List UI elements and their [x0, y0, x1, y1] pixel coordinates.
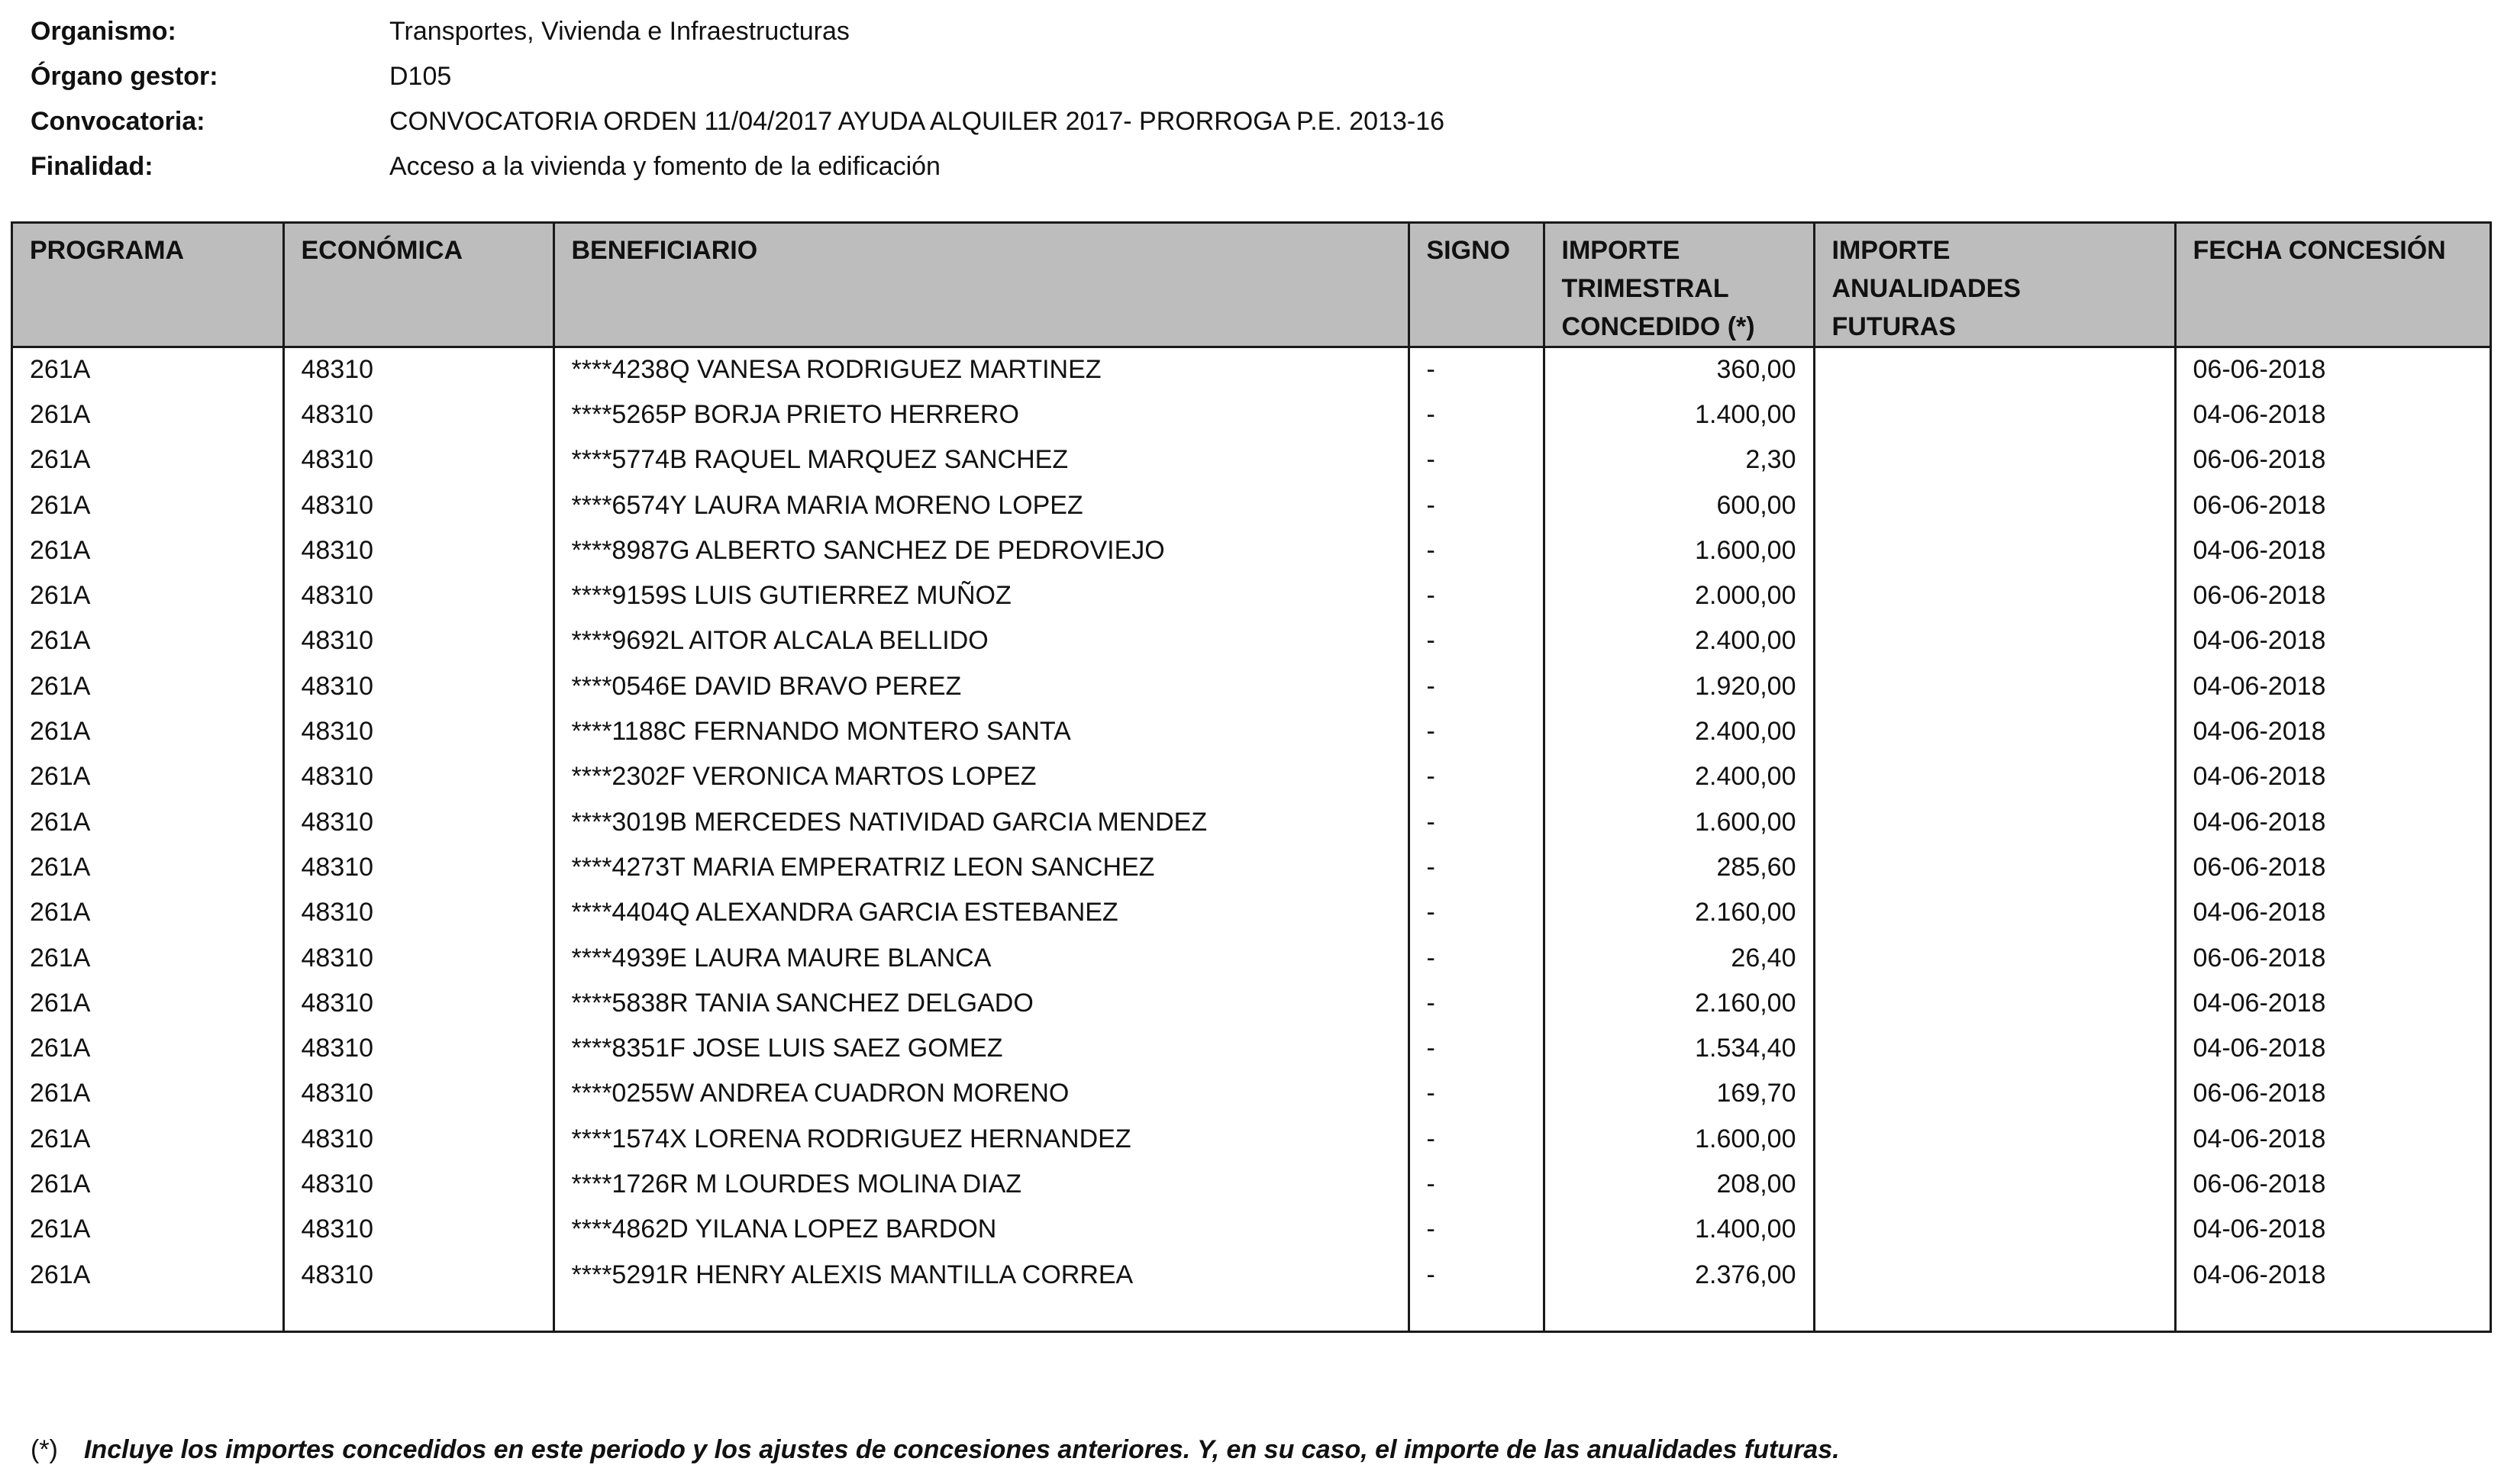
cell-anualidades — [1814, 1207, 2175, 1252]
cell-programa: 261A — [13, 709, 283, 754]
cell-economica: 48310 — [283, 1207, 553, 1252]
cell-beneficiario: ****0546E DAVID BRAVO PEREZ — [553, 664, 1409, 709]
cell-fecha: 04-06-2018 — [2193, 1034, 2326, 1063]
meta-label: Organismo: — [31, 17, 176, 46]
filler-cell — [2175, 1298, 2490, 1331]
table-row — [13, 347, 2490, 392]
cell-economica: 48310 — [283, 528, 553, 573]
cell-programa: 261A — [13, 935, 283, 980]
cell-importe: 1.600,00 — [1544, 528, 1814, 573]
cell-anualidades — [1814, 845, 2175, 890]
cell-programa: 261A — [13, 573, 283, 618]
filler-cell — [1814, 1298, 2175, 1331]
cell-anualidades — [1814, 437, 2175, 482]
cell-programa: 261A — [13, 981, 283, 1026]
table-row — [13, 935, 2490, 980]
meta-label: Finalidad: — [31, 152, 153, 181]
meta-convocatoria — [31, 99, 2474, 144]
cell-importe: 1.534,40 — [1544, 1026, 1814, 1071]
cell-economica: 48310 — [283, 437, 553, 482]
cell-anualidades — [1814, 347, 2175, 392]
cell-beneficiario: ****4939E LAURA MAURE BLANCA — [553, 935, 1409, 980]
cell-beneficiario: ****1726R M LOURDES MOLINA DIAZ — [553, 1162, 1409, 1207]
meta-organo — [31, 54, 2474, 99]
cell-programa: 261A — [13, 754, 283, 799]
cell-importe: 2.400,00 — [1544, 754, 1814, 799]
cell-signo: - — [1409, 664, 1544, 709]
table-row — [13, 890, 2490, 935]
footnote — [31, 1435, 1840, 1465]
cell-anualidades — [1814, 1026, 2175, 1071]
cell-anualidades — [1814, 392, 2175, 437]
cell-importe: 1.920,00 — [1544, 664, 1814, 709]
cell-economica: 48310 — [283, 1026, 553, 1071]
cell-fecha: 06-06-2018 — [2193, 355, 2326, 385]
cell-programa: 261A — [13, 799, 283, 844]
cell-programa: 261A — [13, 347, 283, 392]
meta-value: CONVOCATORIA ORDEN 11/04/2017 AYUDA ALQUILER 2017- PRORROGA P.E. 2013-16 — [389, 107, 1445, 136]
cell-importe: 2.400,00 — [1544, 709, 1814, 754]
table-row — [13, 618, 2490, 663]
cell-anualidades — [1814, 1252, 2175, 1297]
cell-importe: 1.600,00 — [1544, 1117, 1814, 1162]
header-line: TRIMESTRAL — [1561, 274, 1729, 303]
cell-anualidades — [1814, 890, 2175, 935]
cell-importe: 26,40 — [1544, 935, 1814, 980]
cell-signo: - — [1409, 754, 1544, 799]
cell-anualidades — [1814, 935, 2175, 980]
cell-importe: 2.000,00 — [1544, 573, 1814, 618]
cell-signo: - — [1409, 573, 1544, 618]
cell-anualidades — [1814, 1162, 2175, 1207]
document-header — [31, 9, 2474, 189]
cell-programa: 261A — [13, 1117, 283, 1162]
cell-anualidades — [1814, 1071, 2175, 1116]
cell-economica: 48310 — [283, 573, 553, 618]
cell-signo: - — [1409, 1117, 1544, 1162]
cell-fecha: 04-06-2018 — [2193, 762, 2326, 792]
cell-programa: 261A — [13, 618, 283, 663]
cell-programa: 261A — [13, 1162, 283, 1207]
cell-programa: 261A — [13, 1071, 283, 1116]
table-row — [13, 392, 2490, 437]
cell-economica: 48310 — [283, 618, 553, 663]
table-header — [13, 224, 2490, 347]
cell-economica: 48310 — [283, 1117, 553, 1162]
cell-signo: - — [1409, 890, 1544, 935]
cell-economica: 48310 — [283, 482, 553, 527]
header-line: ANUALIDADES — [1831, 274, 2021, 303]
header-line: CONCEDIDO (*) — [1561, 312, 1755, 341]
cell-importe: 2.376,00 — [1544, 1252, 1814, 1297]
cell-anualidades — [1814, 664, 2175, 709]
cell-fecha: 04-06-2018 — [2193, 671, 2326, 701]
cell-signo: - — [1409, 1071, 1544, 1116]
table-row — [13, 1162, 2490, 1207]
cell-fecha: 06-06-2018 — [2193, 490, 2326, 520]
cell-fecha: 04-06-2018 — [2193, 807, 2326, 837]
cell-fecha: 04-06-2018 — [2193, 626, 2326, 656]
cell-importe: 2.160,00 — [1544, 890, 1814, 935]
cell-programa: 261A — [13, 1252, 283, 1297]
cell-importe: 285,60 — [1544, 845, 1814, 890]
cell-programa: 261A — [13, 1026, 283, 1071]
cell-beneficiario: ****9159S LUIS GUTIERREZ MUÑOZ — [553, 573, 1409, 618]
table-row — [13, 482, 2490, 527]
cell-signo: - — [1409, 799, 1544, 844]
header-signo: SIGNO — [1409, 224, 1544, 347]
cell-programa: 261A — [13, 482, 283, 527]
cell-signo: - — [1409, 981, 1544, 1026]
cell-anualidades — [1814, 709, 2175, 754]
table-body — [13, 347, 2490, 1331]
cell-fecha: 04-06-2018 — [2193, 988, 2326, 1018]
cell-programa: 261A — [13, 845, 283, 890]
cell-importe: 2.400,00 — [1544, 618, 1814, 663]
cell-beneficiario: ****8351F JOSE LUIS SAEZ GOMEZ — [553, 1026, 1409, 1071]
table-row — [13, 1026, 2490, 1071]
cell-importe: 1.400,00 — [1544, 392, 1814, 437]
cell-economica: 48310 — [283, 1071, 553, 1116]
filler-cell — [13, 1298, 283, 1331]
cell-beneficiario: ****4238Q VANESA RODRIGUEZ MARTINEZ — [553, 347, 1409, 392]
table-row — [13, 1252, 2490, 1297]
meta-value: Transportes, Vivienda e Infraestructuras — [389, 17, 850, 46]
table-row — [13, 1207, 2490, 1252]
cell-economica: 48310 — [283, 935, 553, 980]
cell-economica: 48310 — [283, 1162, 553, 1207]
filler-cell — [1409, 1298, 1544, 1331]
cell-fecha: 06-06-2018 — [2193, 943, 2326, 973]
grants-table-frame — [11, 221, 2492, 1333]
cell-signo: - — [1409, 1207, 1544, 1252]
cell-programa: 261A — [13, 437, 283, 482]
cell-programa: 261A — [13, 890, 283, 935]
table-row — [13, 573, 2490, 618]
cell-importe: 360,00 — [1544, 347, 1814, 392]
cell-beneficiario: ****5838R TANIA SANCHEZ DELGADO — [553, 981, 1409, 1026]
cell-signo: - — [1409, 437, 1544, 482]
cell-signo: - — [1409, 709, 1544, 754]
cell-fecha: 06-06-2018 — [2193, 1079, 2326, 1108]
grants-table — [13, 224, 2490, 1331]
table-row — [13, 981, 2490, 1026]
cell-anualidades — [1814, 754, 2175, 799]
cell-importe: 208,00 — [1544, 1162, 1814, 1207]
cell-economica: 48310 — [283, 981, 553, 1026]
cell-importe: 169,70 — [1544, 1071, 1814, 1116]
cell-signo: - — [1409, 618, 1544, 663]
cell-economica: 48310 — [283, 1252, 553, 1297]
cell-anualidades — [1814, 528, 2175, 573]
table-row — [13, 799, 2490, 844]
cell-importe: 600,00 — [1544, 482, 1814, 527]
table-row — [13, 664, 2490, 709]
cell-beneficiario: ****4862D YILANA LOPEZ BARDON — [553, 1207, 1409, 1252]
cell-beneficiario: ****5265P BORJA PRIETO HERRERO — [553, 392, 1409, 437]
meta-label: Convocatoria: — [31, 107, 205, 136]
cell-economica: 48310 — [283, 347, 553, 392]
cell-anualidades — [1814, 573, 2175, 618]
header-programa: PROGRAMA — [13, 224, 283, 347]
cell-anualidades — [1814, 799, 2175, 844]
header-economica: ECONÓMICA — [283, 224, 553, 347]
cell-beneficiario: ****5774B RAQUEL MARQUEZ SANCHEZ — [553, 437, 1409, 482]
cell-signo: - — [1409, 935, 1544, 980]
table-row — [13, 754, 2490, 799]
cell-programa: 261A — [13, 664, 283, 709]
cell-beneficiario: ****4273T MARIA EMPERATRIZ LEON SANCHEZ — [553, 845, 1409, 890]
cell-beneficiario: ****5291R HENRY ALEXIS MANTILLA CORREA — [553, 1252, 1409, 1297]
cell-beneficiario: ****1188C FERNANDO MONTERO SANTA — [553, 709, 1409, 754]
cell-beneficiario: ****2302F VERONICA MARTOS LOPEZ — [553, 754, 1409, 799]
header-line: FUTURAS — [1831, 312, 1956, 341]
table-row — [13, 709, 2490, 754]
meta-label: Órgano gestor: — [31, 62, 218, 91]
cell-fecha: 04-06-2018 — [2193, 535, 2326, 565]
cell-economica: 48310 — [283, 664, 553, 709]
table-row — [13, 437, 2490, 482]
cell-anualidades — [1814, 1117, 2175, 1162]
cell-importe: 2,30 — [1544, 437, 1814, 482]
cell-fecha: 04-06-2018 — [2193, 717, 2326, 747]
cell-fecha: 06-06-2018 — [2193, 581, 2326, 611]
cell-programa: 261A — [13, 1207, 283, 1252]
header-fecha-concesion: FECHA CONCESIÓN — [2175, 224, 2490, 347]
cell-fecha: 06-06-2018 — [2193, 852, 2326, 882]
cell-signo: - — [1409, 1026, 1544, 1071]
cell-beneficiario: ****3019B MERCEDES NATIVIDAD GARCIA MENDEZ — [553, 799, 1409, 844]
cell-beneficiario: ****9692L AITOR ALCALA BELLIDO — [553, 618, 1409, 663]
filler-cell — [283, 1298, 553, 1331]
cell-fecha: 06-06-2018 — [2193, 1169, 2326, 1198]
cell-importe: 1.600,00 — [1544, 799, 1814, 844]
cell-economica: 48310 — [283, 799, 553, 844]
cell-anualidades — [1814, 482, 2175, 527]
cell-signo: - — [1409, 1252, 1544, 1297]
meta-value: D105 — [389, 62, 452, 91]
table-row — [13, 1071, 2490, 1116]
footnote-mark: (*) — [31, 1435, 58, 1464]
cell-fecha: 04-06-2018 — [2193, 898, 2326, 928]
header-importe-trimestral — [1544, 224, 1814, 347]
header-beneficiario: BENEFICIARIO — [553, 224, 1409, 347]
header-line: IMPORTE — [1831, 236, 1951, 265]
filler-cell — [1544, 1298, 1814, 1331]
cell-fecha: 04-06-2018 — [2193, 1260, 2326, 1289]
table-row — [13, 845, 2490, 890]
cell-signo: - — [1409, 1162, 1544, 1207]
meta-organismo — [31, 9, 2474, 54]
header-line: IMPORTE — [1561, 236, 1680, 265]
cell-beneficiario: ****1574X LORENA RODRIGUEZ HERNANDEZ — [553, 1117, 1409, 1162]
filler-cell — [553, 1298, 1409, 1331]
cell-beneficiario: ****4404Q ALEXANDRA GARCIA ESTEBANEZ — [553, 890, 1409, 935]
cell-signo: - — [1409, 482, 1544, 527]
cell-beneficiario: ****8987G ALBERTO SANCHEZ DE PEDROVIEJO — [553, 528, 1409, 573]
cell-fecha: 06-06-2018 — [2193, 445, 2326, 475]
cell-fecha: 04-06-2018 — [2193, 399, 2326, 429]
cell-programa: 261A — [13, 392, 283, 437]
meta-value: Acceso a la vivienda y fomento de la edificación — [389, 152, 941, 181]
cell-signo: - — [1409, 392, 1544, 437]
footnote-text: Incluye los importes concedidos en este periodo y los ajustes de concesiones anteriores. Y, en su caso, el importe de las anualidades futuras. — [84, 1435, 1840, 1464]
cell-anualidades — [1814, 618, 2175, 663]
table-filler-row — [13, 1298, 2490, 1331]
cell-signo: - — [1409, 347, 1544, 392]
cell-economica: 48310 — [283, 890, 553, 935]
cell-economica: 48310 — [283, 709, 553, 754]
cell-importe: 1.400,00 — [1544, 1207, 1814, 1252]
cell-importe: 2.160,00 — [1544, 981, 1814, 1026]
cell-economica: 48310 — [283, 754, 553, 799]
cell-beneficiario: ****6574Y LAURA MARIA MORENO LOPEZ — [553, 482, 1409, 527]
cell-anualidades — [1814, 981, 2175, 1026]
header-importe-anualidades — [1814, 224, 2175, 347]
meta-finalidad — [31, 144, 2474, 189]
cell-beneficiario: ****0255W ANDREA CUADRON MORENO — [553, 1071, 1409, 1116]
cell-fecha: 04-06-2018 — [2193, 1215, 2326, 1244]
cell-economica: 48310 — [283, 845, 553, 890]
cell-signo: - — [1409, 845, 1544, 890]
cell-programa: 261A — [13, 528, 283, 573]
cell-fecha: 04-06-2018 — [2193, 1124, 2326, 1153]
cell-signo: - — [1409, 528, 1544, 573]
table-row — [13, 1117, 2490, 1162]
table-row — [13, 528, 2490, 573]
cell-economica: 48310 — [283, 392, 553, 437]
